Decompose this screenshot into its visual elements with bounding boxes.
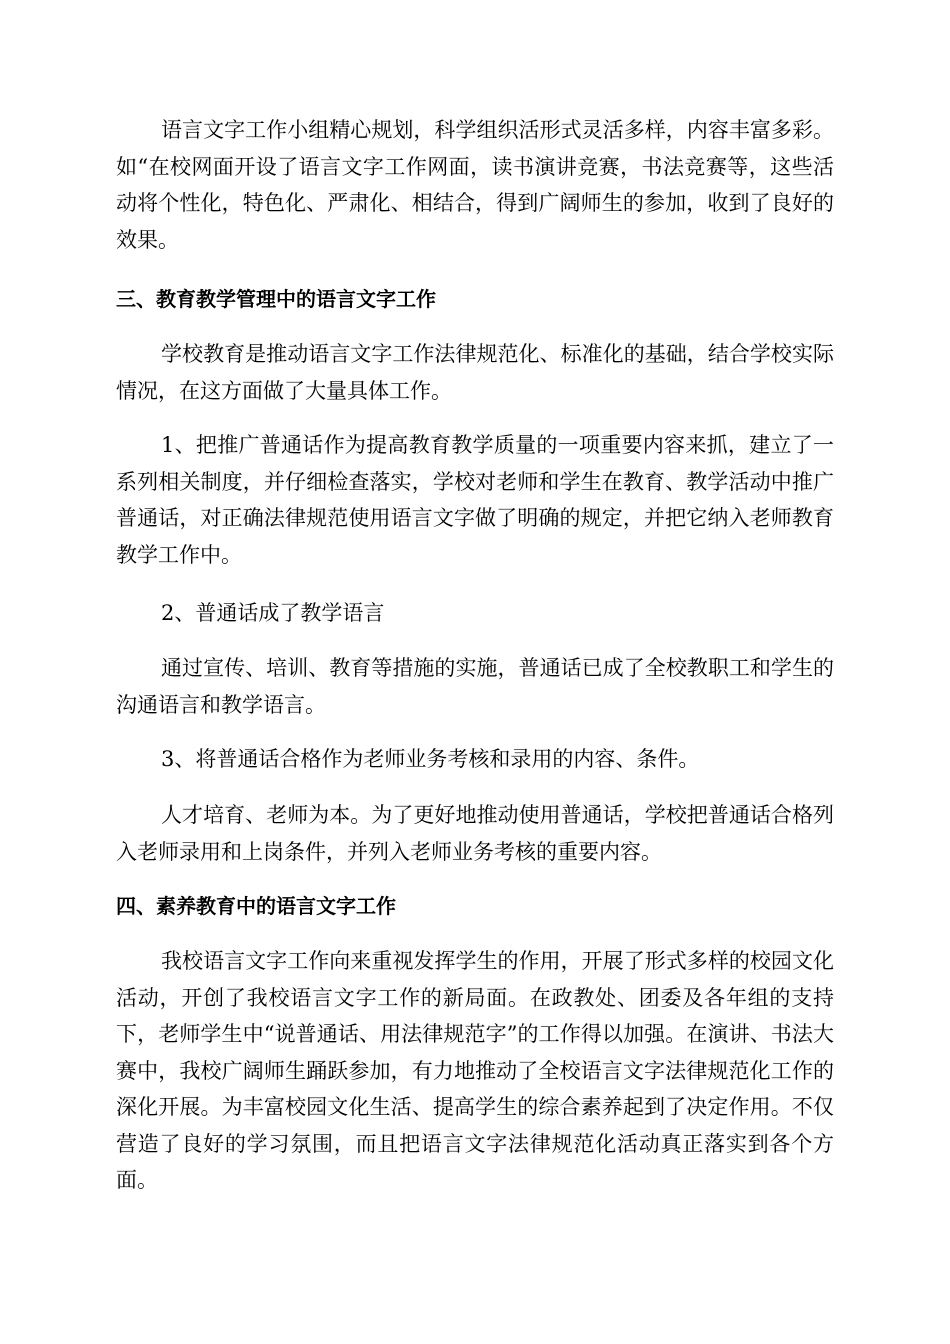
paragraph-item-1: 1、把推广普通话作为提高教育教学质量的一项重要内容来抓，建立了一系列相关制度，并仔细检查落实，学校对老师和学生在教育、教学活动中推广普通话，对正确法律规范使用语言文字做了明确的规定，并把它纳入老师教育教学工作中。 — [116, 433, 834, 567]
section-heading-3: 三、教育教学管理中的语言文字工作 — [116, 287, 436, 311]
section-heading-4: 四、素养教育中的语言文字工作 — [116, 894, 396, 918]
paragraph-school-education: 学校教育是推动语言文字工作法律规范化、标准化的基础，结合学校实际情况，在这方面做了大量具体工作。 — [116, 342, 834, 403]
paragraph-publicity: 通过宣传、培训、教育等措施的实施，普通话已成了全校教职工和学生的沟通语言和教学语言。 — [116, 656, 834, 717]
paragraph-activities: 语言文字工作小组精心规划，科学组织活形式灵活多样，内容丰富多彩。如“在校网面开设了语言文字工作网面，读书演讲竞赛，书法竞赛等，这些活动将个性化，特色化、严肃化、相结合，得到广阔师生的参加，收到了良好的效果。 — [116, 118, 834, 252]
paragraph-item-3: 3、将普通话合格作为老师业务考核和录用的内容、条件。 — [161, 747, 700, 771]
paragraph-talent: 人才培育、老师为本。为了更好地推动使用普通话，学校把普通话合格列入老师录用和上岗条件，并列入老师业务考核的重要内容。 — [116, 803, 834, 864]
paragraph-item-2: 2、普通话成了教学语言 — [161, 601, 385, 625]
paragraph-quality-education: 我校语言文字工作向来重视发挥学生的作用，开展了形式多样的校园文化活动，开创了我校语言文字工作的新局面。在政教处、团委及各年组的支持下，老师学生中“说普通话、用法律规范字”的工作得以加强。在演讲、书法大赛中，我校广阔师生踊跃参加，有力地推动了全校语言文字法律规范化工作的深化开展。为丰富校园文化生活、提高学生的综合素养起到了决定作用。不仅营造了良好的学习氛围，而且把语言文字法律规范化活动真正落实到各个方面。 — [116, 949, 834, 1192]
